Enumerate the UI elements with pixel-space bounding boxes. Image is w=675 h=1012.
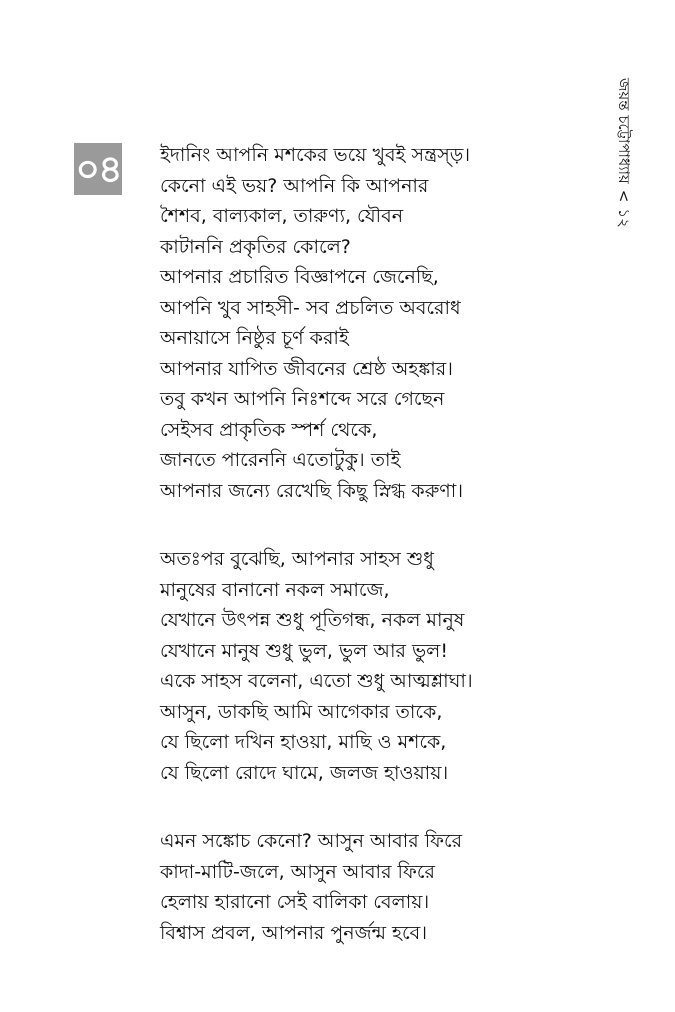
poem-line: একে সাহস বলেনা, এতো শুধু আত্মশ্লাঘা। [160,670,473,692]
poem-line: আপনি খুব সাহসী- সব প্রচলিত অবরোধ [160,296,461,319]
header-separator: < [615,189,633,203]
poem-line: আপনার যাপিত জীবনের শ্রেষ্ঠ অহঙ্কার। [160,357,453,380]
poem-line: যেখানে উৎপন্ন শুধু পূতিগন্ধ, নকল মানুষ [160,609,465,631]
poem-line: জানতে পারেননি এতোটুকু। তাই [160,449,401,471]
poem-line: আসুন, ডাকছি আমি আগেকার তাকে, [160,700,443,723]
header-author: জয়ন্ত চট্টোপাধ্যায় [615,78,633,184]
poem-line: কাদা-মাটি-জলে, আসুন আবার ফিরে [160,860,435,883]
poem-line: মানুষের বানানো নকল সমাজে, [160,578,390,601]
stanza-1 [160,140,640,506]
poem-line: কেনো এই ভয়? আপনি কি আপনার [160,174,429,197]
poem-line: যেখানে মানুষ শুধু ভুল, ভুল আর ভুল! [160,639,448,662]
poem-line: সেইসব প্রাকৃতিক স্পর্শ থেকে, [160,418,378,441]
poem-line: হেলায় হারানো সেই বালিকা বেলায়। [160,891,430,913]
poem-number-badge: ০৪ [74,143,122,195]
poem-line: কাটাননি প্রকৃতির কোলে? [160,235,351,258]
poem-body [160,140,640,948]
stanza-break [160,506,640,544]
stanza-break [160,788,640,826]
poem-line: আপনার প্রচারিত বিজ্ঞাপনে জেনেছি, [160,266,439,288]
poem-line: আপনার জন্যে রেখেছি কিছু স্নিগ্ধ করুণা। [160,479,464,502]
poem-line: শৈশব, বাল্যকাল, তারুণ্য, যৌবন [160,205,404,227]
header-page-number: ১২ [615,208,633,228]
poem-line: বিশ্বাস প্রবল, আপনার পুনর্জন্ম হবে। [160,921,427,944]
poem-line: এমন সঙ্কোচ কেনো? আসুন আবার ফিরে [160,830,463,852]
poem-line: তবু কখন আপনি নিঃশব্দে সরে গেছেন [160,388,445,410]
poem-line: যে ছিলো দখিন হাওয়া, মাছি ও মশকে, [160,731,447,753]
stanza-2 [160,544,640,788]
poem-line: অতঃপর বুঝেছি, আপনার সাহস শুধু [160,548,434,570]
stanza-3 [160,826,640,948]
poem-line: যে ছিলো রোদে ঘামে, জলজ হাওয়ায়। [160,761,449,784]
poem-line: অনায়াসে নিষ্ঠুর চূর্ণ করাই [160,327,349,349]
poem-line: ইদানিং আপনি মশকের ভয়ে খুবই সন্ত্রস্ড়। [160,144,471,166]
